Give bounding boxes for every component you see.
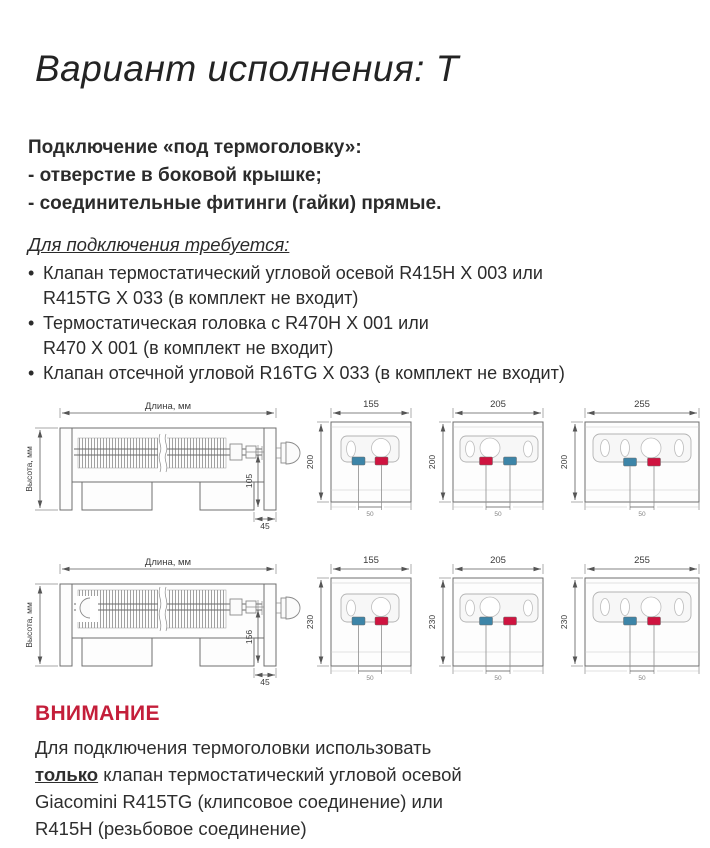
return-valve (648, 458, 661, 466)
attention-line-3: Giacomini R415TG (клипсовое соединение) или (35, 791, 444, 812)
requirement-line (28, 336, 710, 361)
bullet-marker: • (28, 313, 35, 333)
supply-valve (480, 617, 493, 625)
width-dim-label: 205 (490, 399, 506, 410)
pitch-dim-label: 50 (366, 511, 374, 518)
attention-line-2: клапан термостатический угловой осевой (98, 764, 462, 785)
connection-heading: Подключение «под термоголовку»: (28, 137, 362, 158)
attention-bold-word: только (35, 764, 99, 785)
height-dim-label: 200 (305, 454, 315, 470)
attention-line-4: R415H (резьбовое соединение) (35, 818, 307, 839)
offset-dim-label: 45 (260, 677, 270, 687)
valve-body (641, 597, 661, 617)
cross-section-155-200 (305, 398, 423, 526)
end-cap-left (60, 584, 72, 666)
attention-line-1: Для подключения термоголовки использовать (35, 737, 432, 758)
supply-valve (624, 458, 637, 466)
bullet-marker (28, 286, 43, 311)
height-dim-label: 230 (305, 614, 315, 630)
bullet-marker: • (28, 263, 35, 283)
fins (78, 438, 226, 468)
pitch-dim-label: 50 (494, 675, 502, 682)
pitch-dim-label: 50 (366, 675, 374, 682)
bullet-marker (28, 336, 43, 361)
requirement-line (28, 286, 710, 311)
fins (78, 590, 226, 628)
supply-valve (624, 617, 637, 625)
technical-drawings (24, 398, 710, 690)
requirement-line (28, 311, 710, 336)
cross-section-155-230 (305, 554, 423, 690)
width-dim-label: 255 (634, 399, 650, 410)
drawing-row-2 (24, 554, 710, 690)
height-dim-label: Высота, мм (24, 602, 34, 648)
inner-dim-label: 156 (244, 629, 254, 645)
thermo-head (276, 597, 300, 619)
document-page (0, 48, 710, 848)
requirement-text: R470 X 001 (в комплект не входит) (43, 338, 334, 358)
height-dim-label: Высота, мм (24, 446, 34, 492)
height-dimension (24, 584, 58, 666)
valve-body (480, 597, 500, 617)
valve-body (372, 598, 391, 617)
height-dimension (24, 428, 58, 510)
bullet-marker: • (28, 363, 35, 383)
offset-dimension (254, 512, 276, 531)
requirement-line (28, 261, 710, 286)
bracket-left (82, 638, 152, 666)
length-dim-label: Длина, мм (144, 401, 192, 412)
height-dim-label: 200 (559, 454, 569, 470)
length-dim-label: Длина, мм (144, 557, 192, 568)
cross-section-205-230 (427, 554, 555, 690)
attention-heading: ВНИМАНИЕ (35, 702, 160, 725)
end-cap-right (264, 428, 276, 510)
end-cap-right (264, 584, 276, 666)
requirement-line (28, 361, 710, 386)
width-dim-label: 155 (363, 399, 379, 410)
return-valve (648, 617, 661, 625)
valve-body (480, 438, 500, 458)
requirements-section (28, 232, 710, 386)
cross-section-255-230 (559, 554, 707, 690)
end-cap-left (60, 428, 72, 510)
supply-valve (480, 457, 493, 465)
requirement-text: Клапан термостатический угловой осевой R415H X 003 или (43, 263, 543, 283)
supply-valve (352, 457, 365, 465)
return-valve (375, 457, 388, 465)
requirement-text: Клапан отсечной угловой R16TG X 033 (в комплект не входит) (43, 363, 565, 383)
requirement-text: R415TG X 033 (в комплект не входит) (43, 288, 359, 308)
inner-dim-label: 105 (244, 473, 254, 489)
convector-side-view-1 (24, 398, 301, 530)
return-valve (504, 457, 517, 465)
valve-body (641, 438, 661, 458)
offset-dim-label: 45 (260, 521, 270, 531)
pitch-dim-label: 50 (638, 511, 646, 518)
length-dimension (60, 401, 276, 418)
drawing-row-1 (24, 398, 710, 530)
bracket-left (82, 482, 152, 510)
page-title: Вариант исполнения: Т (35, 48, 459, 89)
requirements-heading: Для подключения требуется: (28, 234, 290, 255)
return-valve (375, 617, 388, 625)
valve-body (372, 439, 391, 458)
supply-valve (352, 617, 365, 625)
pitch-dim-label: 50 (638, 675, 646, 682)
return-valve (504, 617, 517, 625)
convector-side-view-2 (24, 554, 301, 686)
height-dim-label: 200 (427, 454, 437, 470)
width-dim-label: 205 (490, 555, 506, 566)
offset-dimension (254, 668, 276, 687)
connection-note (28, 134, 710, 218)
height-dim-label: 230 (427, 614, 437, 630)
cross-section-255-200 (559, 398, 707, 526)
requirement-text: Термостатическая головка с R470H X 001 или (43, 313, 429, 333)
width-dim-label: 255 (634, 555, 650, 566)
connection-point-2: - соединительные фитинги (гайки) прямые. (28, 193, 442, 214)
pitch-dim-label: 50 (494, 511, 502, 518)
cross-section-205-200 (427, 398, 555, 526)
thermo-head (276, 442, 300, 464)
connection-point-1: - отверстие в боковой крышке; (28, 165, 322, 186)
length-dimension (60, 557, 276, 574)
height-dim-label: 230 (559, 614, 569, 630)
width-dim-label: 155 (363, 555, 379, 566)
attention-paragraph (35, 734, 710, 842)
